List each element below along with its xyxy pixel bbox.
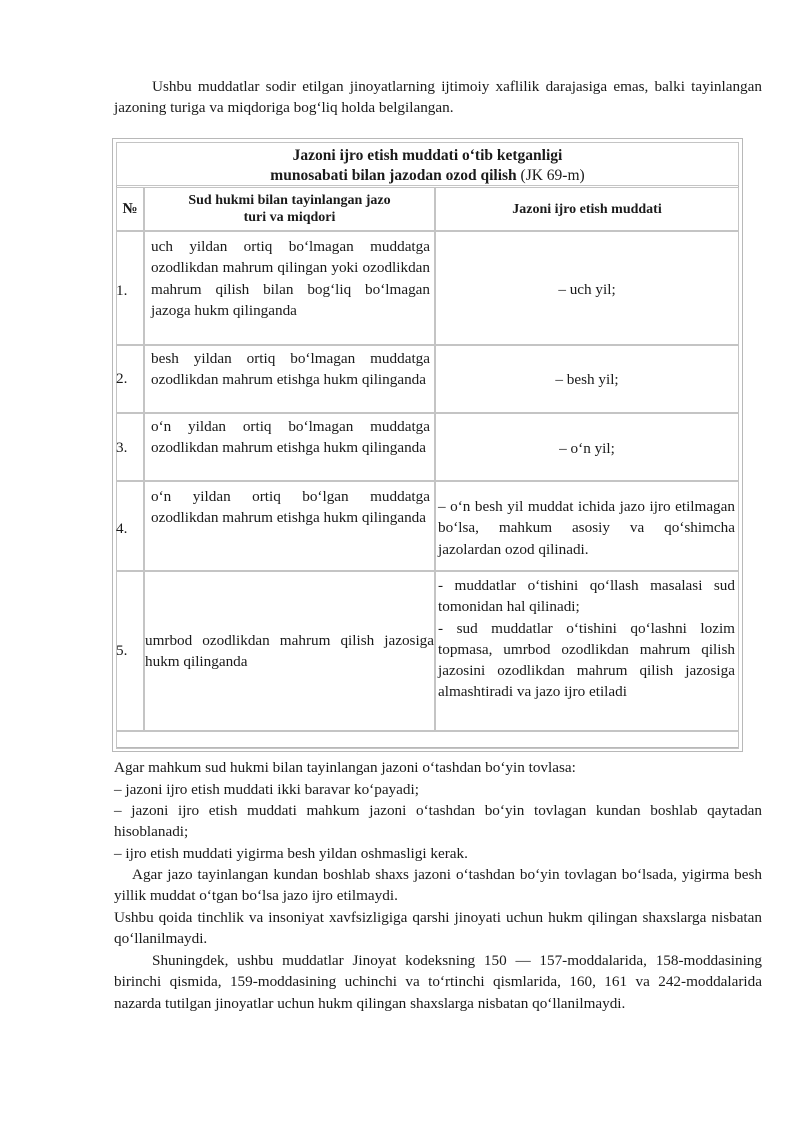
row-1-number: 1.	[116, 282, 128, 299]
row-4-number: 4.	[116, 520, 128, 537]
header-sentence: Sud hukmi bilan tayinlangan jazo turi va miqdori	[144, 187, 435, 231]
row-4-term: – o‘n besh yil muddat ichida jazo ijro etilmagan bo‘lsa, mahkum asosiy va qo‘shimcha jazolardan ozod qilinadi.	[435, 481, 739, 571]
row-5-number: 5.	[116, 642, 128, 659]
row-1-sentence: uch yildan ortiq bo‘lmagan muddatga ozodlikdan mahrum qilingan yoki ozodlikdan mahrum qilish bilan bog‘liq bo‘lmagan jazoga hukm qilinganda	[144, 231, 435, 345]
lead-line: Agar mahkum sud hukmi bilan tayinlangan jazoni o‘tashdan bo‘yin tovlasa:	[114, 759, 576, 776]
row-3-number: 3.	[116, 439, 128, 456]
paragraph-2: Ushbu qoida tinchlik va insoniyat xavfsizligiga qarshi jinoyati uchun hukm qilingan shaxslarga nisbatan qo‘llanilmaydi.	[114, 909, 762, 948]
table-empty-row	[116, 731, 739, 749]
paragraph-3: Shuningdek, ushbu muddatlar Jinoyat kodeksning 150 — 157-moddalarida, 158-moddasining birinchi qismida, 159-moddasining uchinchi va to‘rtinchi qismlarida, 160, 161 va 242-moddalarida nazarda tutilgan jinoyatlar uchun hukm qilingan shaxslarga nisbatan qo‘llanilmaydi.	[114, 952, 762, 1012]
row-5-sentence: umrbod ozodlikdan mahrum qilish jazosiga hukm qilinganda	[144, 571, 435, 731]
row-4-sentence: o‘n yildan ortiq bo‘lgan muddatga ozodlikdan mahrum etishga hukm qilinganda	[144, 481, 435, 571]
table-title-line2: munosabati bilan jazodan ozod qilish (JK 69-m)	[270, 167, 585, 184]
row-5-term-item-1: - muddatlar o‘tishini qo‘llash masalasi sud tomonidan hal qilinadi;	[438, 577, 735, 616]
row-2-number: 2.	[116, 370, 128, 387]
table-title-line1: Jazoni ijro etish muddati o‘tib ketganligi	[292, 147, 563, 164]
table-title	[116, 142, 739, 186]
list-item-1: – jazoni ijro etish muddati ikki baravar ko‘payadi;	[114, 781, 419, 798]
header-number: №	[116, 187, 144, 231]
header-term: Jazoni ijro etish muddati	[435, 187, 739, 231]
paragraph-1: Agar jazo tayinlangan kundan boshlab shaxs jazoni o‘tashdan bo‘yin tovlagan bo‘lsada, yigirma besh yillik muddat o‘tgan bo‘lsa jazo ijro etilmaydi.	[114, 866, 762, 905]
list-item-2: – jazoni ijro etish muddati mahkum jazoni o‘tashdan bo‘yin tovlagan kundan boshlab qaytadan hisoblanadi;	[114, 802, 762, 841]
row-2-sentence: besh yildan ortiq bo‘lmagan muddatga ozodlikdan mahrum etishga hukm qilinganda	[144, 345, 435, 413]
row-1-term: – uch yil;	[435, 231, 739, 345]
row-5-term-item-2: - sud muddatlar o‘tishini qo‘lashni lozim topmasa, umrbod ozodlikdan mahrum qilish jazosini ozodlikdan mahrum qilish jazosiga almashtiradi va jazo ijro etiladi	[438, 619, 735, 701]
list-item-3: – ijro etish muddati yigirma besh yildan oshmasligi kerak.	[114, 845, 468, 862]
intro-paragraph: Ushbu muddatlar sodir etilgan jinoyatlarning ijtimoiy xaflilik darajasiga emas, balki tayinlangan jazoning turiga va miqdoriga bog‘liq holda belgilangan.	[114, 78, 762, 117]
row-2-term: – besh yil;	[435, 345, 739, 413]
row-3-term: – o‘n yil;	[435, 413, 739, 481]
row-5-term	[435, 571, 739, 731]
row-3-sentence: o‘n yildan ortiq bo‘lmagan muddatga ozodlikdan mahrum etishga hukm qilinganda	[144, 413, 435, 481]
